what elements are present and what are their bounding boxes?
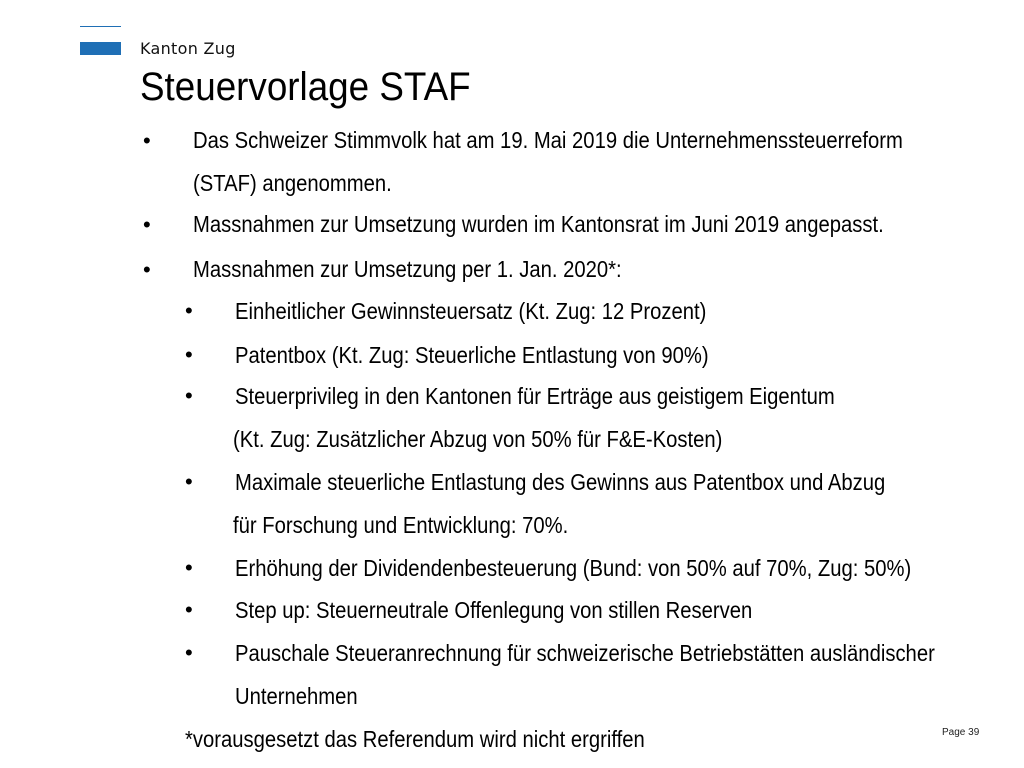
sub-bullet-marker: • xyxy=(185,298,193,323)
footnote: *vorausgesetzt das Referendum wird nicht ergriffen xyxy=(185,726,645,752)
sub-bullet-marker: • xyxy=(185,342,193,367)
bullet-1-line-2: (STAF) angenommen. xyxy=(193,170,392,196)
sub-bullet-4-line-2: für Forschung und Entwicklung: 70%. xyxy=(233,512,569,538)
sub-bullet-5-line-1: Erhöhung der Dividendenbesteuerung (Bund: von 50% auf 70%, Zug: 50%) xyxy=(235,555,912,581)
sub-bullet-marker: • xyxy=(185,640,193,665)
sub-bullet-1-line-1: Einheitlicher Gewinnsteuersatz (Kt. Zug: 12 Prozent) xyxy=(235,298,707,324)
logo-text: Kanton Zug xyxy=(140,39,236,58)
slide-title: Steuervorlage STAF xyxy=(140,65,471,109)
sub-bullet-marker: • xyxy=(185,469,193,494)
logo-bar xyxy=(80,42,121,55)
bullet-3-line-1: Massnahmen zur Umsetzung per 1. Jan. 2020*: xyxy=(193,256,622,282)
bullet-marker: • xyxy=(143,257,151,282)
sub-bullet-2-line-1: Patentbox (Kt. Zug: Steuerliche Entlastung von 90%) xyxy=(235,342,709,368)
logo-line xyxy=(80,26,121,27)
sub-bullet-6-line-1: Step up: Steuerneutrale Offenlegung von stillen Reserven xyxy=(235,597,753,623)
sub-bullet-marker: • xyxy=(185,555,193,580)
sub-bullet-7-line-1: Pauschale Steueranrechnung für schweizerische Betriebstätten ausländischer xyxy=(235,640,935,666)
bullet-2-line-1: Massnahmen zur Umsetzung wurden im Kantonsrat im Juni 2019 angepasst. xyxy=(193,211,884,237)
bullet-marker: • xyxy=(143,128,151,153)
sub-bullet-marker: • xyxy=(185,383,193,408)
sub-bullet-marker: • xyxy=(185,597,193,622)
bullet-1-line-1: Das Schweizer Stimmvolk hat am 19. Mai 2019 die Unternehmenssteuerreform xyxy=(193,127,903,153)
sub-bullet-3-line-1: Steuerprivileg in den Kantonen für Erträge aus geistigem Eigentum xyxy=(235,383,835,409)
sub-bullet-3-line-2: (Kt. Zug: Zusätzlicher Abzug von 50% für F&E-Kosten) xyxy=(233,426,723,452)
page-number: Page 39 xyxy=(942,727,980,738)
bullet-marker: • xyxy=(143,212,151,237)
sub-bullet-4-line-1: Maximale steuerliche Entlastung des Gewinns aus Patentbox und Abzug xyxy=(235,469,886,495)
sub-bullet-7-line-2: Unternehmen xyxy=(235,683,358,709)
